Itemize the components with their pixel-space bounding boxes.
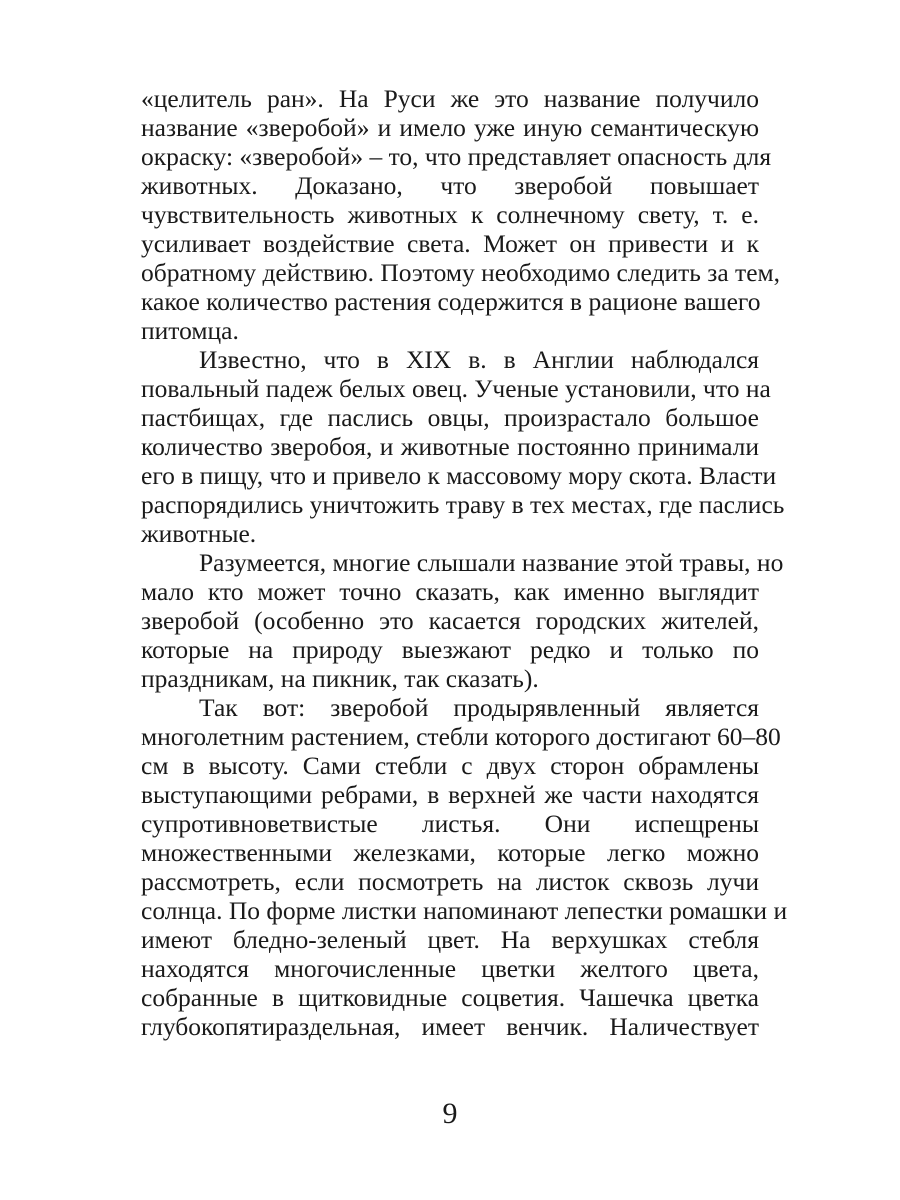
text-line: Разумеется, многие слышали название этой травы, но	[199, 548, 784, 577]
text-line: питомца.	[141, 316, 239, 345]
text-line: множественными железками, которые легко можно	[141, 838, 759, 867]
text-line: повальный падеж белых овец. Ученые установили, что на	[141, 374, 771, 403]
text-line: распорядились уничтожить траву в тех местах, где паслись	[141, 490, 785, 519]
text-line: выступающими ребрами, в верхней же части находятся	[141, 780, 759, 809]
text-line: имеют бледно-зеленый цвет. На верхушках стебля	[141, 925, 759, 954]
text-line: обратному действию. Поэтому необходимо следить за тем,	[141, 258, 781, 287]
text-line: Так вот: зверобой продырявленный является	[199, 693, 759, 722]
text-line: находятся многочисленные цветки желтого цвета,	[141, 954, 759, 983]
text-line: количество зверобоя, и животные постоянно принимали	[141, 432, 759, 461]
text-line: см в высоту. Сами стебли с двух сторон обрамлены	[141, 751, 759, 780]
text-line: животные.	[141, 519, 257, 548]
text-line: его в пищу, что и привело к массовому мору скота. Власти	[141, 461, 777, 490]
text-line: зверобой (особенно это касается городских жителей,	[141, 606, 759, 635]
text-line: название «зверобой» и имело уже иную семантическую	[141, 113, 759, 142]
page-number: 9	[442, 1097, 458, 1130]
page-body-text	[141, 84, 788, 1041]
text-line: праздникам, на пикник, так сказать).	[141, 664, 539, 693]
text-line: рассмотреть, если посмотреть на листок сквозь лучи	[141, 867, 759, 896]
text-line: какое количество растения содержится в рационе вашего	[141, 287, 761, 316]
text-line: усиливает воздействие света. Может он привести и к	[141, 229, 759, 258]
text-line: окраску: «зверобой» – то, что представляет опасность для	[141, 142, 772, 171]
text-line: Известно, что в XIX в. в Англии наблюдался	[199, 345, 759, 374]
text-line: глубокопятираздельная, имеет венчик. Наличествует	[141, 1012, 759, 1041]
text-line: пастбищах, где паслись овцы, произрастало большое	[141, 403, 759, 432]
text-line: «целитель ран». На Руси же это название получило	[141, 84, 759, 113]
text-line: мало кто может точно сказать, как именно выглядит	[141, 577, 759, 606]
text-line: которые на природу выезжают редко и только по	[141, 635, 759, 664]
text-line: супротивноветвистые листья. Они испещрены	[141, 809, 759, 838]
text-line: собранные в щитковидные соцветия. Чашечка цветка	[141, 983, 759, 1012]
text-line: многолетним растением, стебли которого достигают 60–80	[141, 722, 781, 751]
text-line: солнца. По форме листки напоминают лепестки ромашки и	[141, 896, 788, 925]
text-line: животных. Доказано, что зверобой повышает	[141, 171, 759, 200]
text-line: чувствительность животных к солнечному свету, т. е.	[141, 200, 759, 229]
